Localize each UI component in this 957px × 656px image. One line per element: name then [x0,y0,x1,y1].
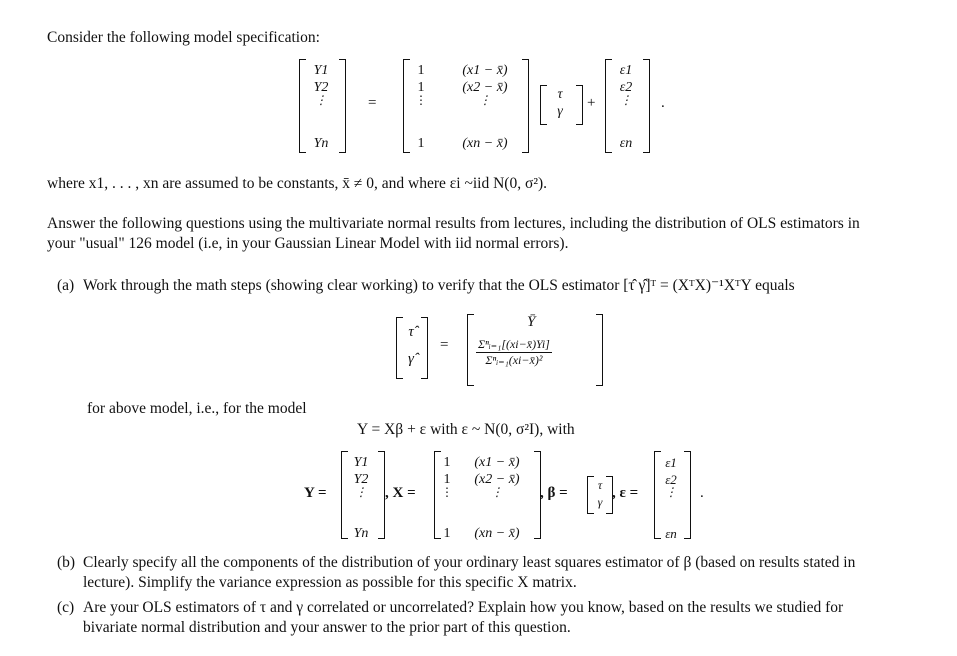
instructions-line-2: your "usual" 126 model (i.e, in your Gaussian Linear Model with iid normal errors). [47,235,569,252]
gamma-denominator: Σⁿᵢ₌₁(xi−x̄)² [485,353,543,367]
gamma-numerator: Σⁿᵢ₌₁[(xi−x̄)Yi] [478,337,550,351]
epsilon-vector: ε1 ε2 ⋮ εn [619,63,633,151]
ones-column: 1 1 ⋮ 1 [415,63,427,151]
model-line: Y = Xβ + ε with ε ~ N(0, σ²I), with [357,421,575,438]
part-a-label: (a) [57,277,75,294]
assumption-text: where x1, . . . , xn are assumed to be constants, x̄ ≠ 0, and where εi ~iid N(0, σ²). [47,175,547,192]
x-centered-column: (x1 − x̄) (x2 − x̄) ⋮ (xn − x̄) [462,63,508,151]
part-a-text: Work through the math steps (showing clear working) to verify that the OLS estimator [τ̂ γ̂]ᵀ = (XᵀX)⁻¹XᵀY equals [83,277,795,294]
part-c-line-2: bivariate normal distribution and your answer to the prior part of this question. [83,619,571,636]
intro-text: Consider the following model specification: [47,29,320,46]
part-b-line-2: lecture). Simplify the variance expression as possible for this specific X matrix. [83,574,577,591]
instructions-line-1: Answer the following questions using the multivariate normal results from lectures, including the distribution of OLS estimators in [47,215,860,232]
part-b-line-1: Clearly specify all the components of the distribution of your ordinary least squares estimator of β (based on results stated in [83,554,856,571]
y-bar: Ȳ [527,314,536,330]
param-vector: τ γ [557,87,563,119]
part-c-label: (c) [57,599,75,616]
part-c-line-1: Are your OLS estimators of τ and γ correlated or uncorrelated? Explain how you know, based on the results we studied for [83,599,844,616]
y-vector: Y1 Y2 ⋮ Yn [313,63,329,151]
part-b-label: (b) [57,554,76,571]
for-model-text: for above model, i.e., for the model [87,400,307,417]
